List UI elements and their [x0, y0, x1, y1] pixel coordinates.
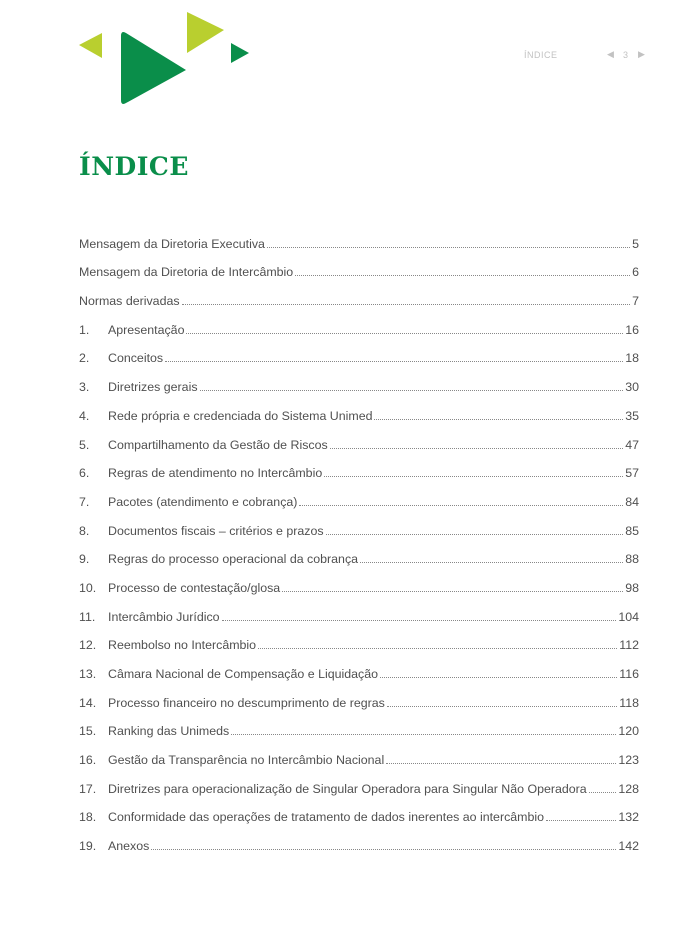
toc-entry-page: 116 [619, 667, 639, 681]
toc-entry-label: Câmara Nacional de Compensação e Liquidação [108, 667, 379, 681]
toc-entry-number: 1. [79, 322, 90, 337]
toc-entry-number: 3. [79, 380, 90, 395]
toc-entry-page: 142 [618, 839, 639, 854]
logo-triangle-small [231, 43, 249, 63]
toc-entry-label: Processo de contestação/glosa [108, 580, 281, 595]
toc-entry[interactable] [79, 595, 639, 624]
toc-dot-leader [151, 848, 616, 850]
toc-entry[interactable] [79, 824, 639, 853]
toc-dot-leader [165, 360, 623, 362]
toc-entry-page: 6 [632, 265, 639, 280]
toc-entry[interactable] [79, 308, 639, 337]
toc-entry[interactable] [79, 738, 639, 767]
toc-entry-page: 118 [619, 695, 639, 710]
toc-entry-label: Regras do processo operacional da cobrança [108, 552, 359, 567]
toc-entry-label: Mensagem da Diretoria de Intercâmbio [79, 265, 294, 280]
toc-entry-page: 35 [625, 408, 639, 423]
toc-entry[interactable] [79, 279, 639, 308]
toc-entry[interactable] [79, 681, 639, 710]
toc-entry-number: 6. [79, 466, 90, 481]
toc-entry[interactable] [79, 509, 639, 538]
brand-logo [0, 0, 260, 120]
toc-entry-label: Normas derivadas [79, 294, 180, 309]
toc-entry-number: 9. [79, 552, 90, 567]
toc-entry[interactable] [79, 652, 639, 681]
toc-entry[interactable] [79, 452, 639, 481]
toc-dot-leader [330, 447, 624, 449]
toc-dot-leader [324, 475, 623, 477]
toc-entry-page: 5 [632, 236, 639, 251]
toc-entry[interactable] [79, 566, 639, 595]
toc-entry-page: 84 [625, 494, 639, 509]
toc-entry-page: 16 [625, 322, 639, 337]
toc-entry-label: Reembolso no Intercâmbio [108, 638, 257, 653]
toc-entry-label: Documentos fiscais – critérios e prazos [108, 523, 324, 538]
logo-triangle-left [79, 33, 102, 58]
toc-entry-page: 7 [632, 294, 639, 309]
toc-entry[interactable] [79, 624, 639, 653]
toc-entry-number: 2. [79, 351, 90, 366]
toc-entry-page: 18 [625, 351, 639, 366]
toc-entry[interactable] [79, 365, 639, 394]
toc-entry[interactable] [79, 394, 639, 423]
toc-entry-number: 18. [79, 810, 97, 825]
toc-entry-label: Compartilhamento da Gestão de Riscos [108, 437, 328, 452]
toc-entry-number: 5. [79, 437, 90, 452]
toc-entry-label: Diretrizes gerais [108, 380, 198, 395]
toc-entry-number: 13. [79, 667, 97, 681]
toc-entry-label: Ranking das Unimeds [108, 724, 230, 739]
toc-entry-number: 7. [79, 494, 90, 509]
toc-dot-leader [589, 791, 617, 793]
toc-dot-leader [258, 647, 617, 649]
toc-dot-leader [222, 619, 617, 621]
page-title: ÍNDICE [79, 152, 189, 181]
toc-entry-page: 104 [618, 609, 639, 624]
toc-entry-label: Processo financeiro no descumprimento de regras [108, 695, 385, 710]
toc-entry-number: 15. [79, 724, 97, 739]
previous-page-icon[interactable]: ◀ [607, 49, 615, 59]
toc-entry-label: Gestão da Transparência no Intercâmbio Nacional [108, 753, 385, 768]
toc-dot-leader [186, 332, 623, 334]
logo-triangle-top [187, 12, 224, 53]
toc-entry-number: 17. [79, 781, 97, 796]
toc-entry-page: 132 [618, 810, 639, 825]
toc-entry[interactable] [79, 538, 639, 567]
toc-entry-page: 85 [625, 523, 639, 538]
toc-entry[interactable] [79, 251, 639, 280]
header-section-title: ÍNDICE [524, 50, 558, 60]
toc-dot-leader [299, 504, 623, 506]
toc-entry[interactable] [79, 710, 639, 739]
toc-entry-label: Rede própria e credenciada do Sistema Unimed [108, 408, 373, 423]
toc-dot-leader [182, 303, 631, 305]
toc-entry[interactable] [79, 222, 639, 251]
toc-entry[interactable] [79, 767, 639, 796]
toc-entry[interactable] [79, 423, 639, 452]
header-page-number: 3 [623, 50, 629, 60]
toc-entry-page: 88 [625, 552, 639, 567]
logo-triangle-main [121, 32, 186, 104]
toc-entry-label: Diretrizes para operacionalização de Singular Operadora para Singular Não Operadora [108, 781, 587, 796]
toc-dot-leader [282, 590, 623, 592]
toc-dot-leader [267, 246, 630, 248]
toc-dot-leader [200, 389, 624, 391]
toc-entry-page: 128 [618, 781, 639, 796]
toc-entry-label: Regras de atendimento no Intercâmbio [108, 466, 323, 481]
toc-entry-number: 10. [79, 580, 97, 595]
toc-entry[interactable] [79, 337, 639, 366]
toc-entry-number: 4. [79, 408, 90, 423]
toc-entry-page: 120 [618, 724, 639, 739]
toc-entry-label: Anexos [108, 839, 150, 854]
toc-dot-leader [295, 274, 630, 276]
toc-entry-number: 12. [79, 638, 97, 653]
toc-entry-label: Mensagem da Diretoria Executiva [79, 236, 265, 251]
toc-entry-label: Conceitos [108, 351, 164, 366]
toc-entry-number: 11. [79, 609, 96, 624]
toc-entry-number: 19. [79, 839, 97, 854]
toc-dot-leader [546, 819, 616, 821]
toc-entry-page: 112 [619, 638, 639, 653]
toc-dot-leader [231, 733, 616, 735]
toc-entry[interactable] [79, 480, 639, 509]
toc-entry-page: 47 [625, 437, 639, 452]
toc-dot-leader [387, 705, 617, 707]
toc-dot-leader [386, 762, 616, 764]
toc-entry-label: Intercâmbio Jurídico [108, 609, 220, 624]
toc-entry[interactable] [79, 796, 639, 825]
header-navigation [524, 50, 654, 64]
toc-dot-leader [374, 418, 623, 420]
toc-dot-leader [360, 561, 623, 563]
toc-entry-page: 98 [625, 580, 639, 595]
toc-entry-label: Pacotes (atendimento e cobrança) [108, 494, 298, 509]
toc-entry-page: 30 [625, 380, 639, 395]
table-of-contents [79, 222, 639, 853]
toc-entry-number: 16. [79, 753, 97, 768]
toc-entry-number: 14. [79, 695, 97, 710]
toc-entry-number: 8. [79, 523, 90, 538]
toc-entry-page: 123 [618, 753, 639, 768]
next-page-icon[interactable]: ▶ [638, 49, 646, 59]
toc-entry-label: Apresentação [108, 322, 185, 337]
toc-entry-label: Conformidade das operações de tratamento de dados inerentes ao intercâmbio [108, 810, 545, 825]
toc-dot-leader [380, 676, 617, 678]
toc-dot-leader [326, 533, 624, 535]
toc-entry-page: 57 [625, 466, 639, 481]
